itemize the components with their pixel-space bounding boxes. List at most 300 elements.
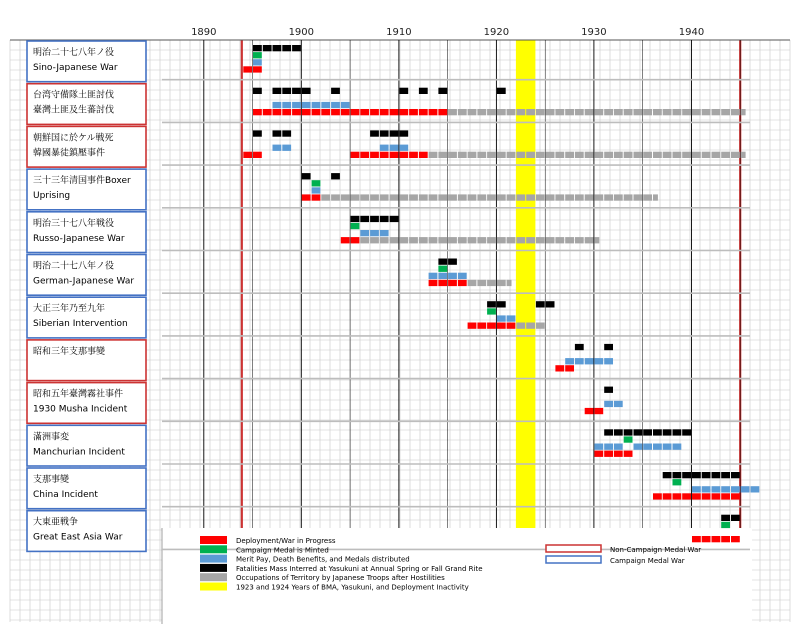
bar-occ <box>526 323 535 329</box>
bar-occ <box>429 194 438 200</box>
war-label-en: 1930 Musha Incident <box>33 404 128 415</box>
bar-mass <box>682 429 691 435</box>
bar-occ <box>526 152 535 158</box>
bar-mass <box>712 472 721 478</box>
bar-occ <box>604 152 613 158</box>
bar-deploy <box>721 493 730 499</box>
bar-medal <box>312 180 321 186</box>
bar-occ <box>487 109 496 115</box>
bar-mass <box>692 472 701 478</box>
bar-occ <box>468 109 477 115</box>
bar-occ <box>624 194 633 200</box>
war-label-en: Russo-Japanese War <box>33 233 125 244</box>
bar-mass <box>731 472 740 478</box>
bar-mass <box>604 429 613 435</box>
bar-occ <box>507 109 516 115</box>
bar-occ <box>321 194 330 200</box>
bar-deploy <box>302 109 311 115</box>
bar-occ <box>497 152 506 158</box>
bar-occ <box>575 194 584 200</box>
bar-pay <box>575 358 584 364</box>
bar-deploy <box>253 152 262 158</box>
bar-occ <box>575 109 584 115</box>
bar-occ <box>497 237 506 243</box>
war-label-en: China Incident <box>33 490 98 500</box>
bar-deploy <box>351 237 360 243</box>
bar-occ <box>594 152 603 158</box>
legend-swatch-occ <box>200 573 227 581</box>
bar-mass <box>604 387 613 393</box>
bar-occ <box>741 152 746 158</box>
bar-occ <box>614 109 623 115</box>
x-tick-label-1930: 1930 <box>581 27 607 38</box>
bar-occ <box>585 152 594 158</box>
bar-occ <box>429 152 438 158</box>
bar-mass <box>331 173 340 179</box>
bar-deploy <box>507 323 516 329</box>
bar-deploy <box>565 365 574 371</box>
bar-deploy <box>360 109 369 115</box>
bar-mass <box>360 216 369 222</box>
bar-occ <box>624 109 633 115</box>
war-label-jp: 台湾守備隊土匪討伐 <box>33 90 115 101</box>
bar-deploy <box>302 194 311 200</box>
bar-pay <box>604 401 613 407</box>
bar-deploy <box>370 109 379 115</box>
bar-pay <box>663 444 672 450</box>
legend-label-occ: Occupations of Territory by Japanese Troops after Hostilities <box>236 574 445 583</box>
bar-deploy <box>653 493 662 499</box>
bar-mass <box>390 130 399 136</box>
bar-occ <box>468 152 477 158</box>
bar-occ <box>526 109 535 115</box>
bar-occ <box>575 237 584 243</box>
bar-occ <box>555 152 564 158</box>
x-tick-label-1920: 1920 <box>483 27 510 38</box>
bar-mass <box>380 216 389 222</box>
bar-mass <box>497 88 506 94</box>
bar-mass <box>282 88 291 94</box>
bar-pay <box>429 273 438 279</box>
bar-pay <box>341 102 350 108</box>
bar-occ <box>546 237 555 243</box>
bar-deploy <box>419 109 428 115</box>
bar-mass <box>282 130 291 136</box>
bar-deploy <box>497 323 506 329</box>
bar-deploy <box>458 280 467 286</box>
bar-occ <box>507 280 512 286</box>
bar-mass <box>536 301 545 307</box>
bar-pay <box>673 444 682 450</box>
bar-occ <box>399 237 408 243</box>
bar-deploy <box>682 493 691 499</box>
war-label-jp: 明治三十七八年戦役 <box>33 218 115 229</box>
bar-mass <box>253 88 262 94</box>
bar-pay <box>282 102 291 108</box>
bar-pay <box>312 102 321 108</box>
x-tick-label-1940: 1940 <box>678 27 705 38</box>
bar-occ <box>536 323 545 329</box>
bar-occ <box>536 237 545 243</box>
bar-occ <box>477 152 486 158</box>
bar-deploy <box>312 194 321 200</box>
bar-deploy <box>673 493 682 499</box>
bar-occ <box>516 109 525 115</box>
bar-deploy <box>731 536 740 542</box>
bar-occ <box>526 237 535 243</box>
bar-pay <box>604 358 613 364</box>
bar-mass <box>448 259 457 265</box>
bar-occ <box>487 152 496 158</box>
bar-deploy <box>438 280 447 286</box>
bar-occ <box>546 194 555 200</box>
bar-occ <box>468 194 477 200</box>
bar-pay <box>614 401 623 407</box>
bar-occ <box>429 237 438 243</box>
bar-mass <box>624 429 633 435</box>
bar-occ <box>594 109 603 115</box>
bar-occ <box>653 152 662 158</box>
bar-deploy <box>273 109 282 115</box>
bar-occ <box>634 152 643 158</box>
bar-pay <box>331 102 340 108</box>
bar-pay <box>507 315 516 321</box>
bar-occ <box>370 237 379 243</box>
bar-deploy <box>712 536 721 542</box>
bar-deploy <box>721 536 730 542</box>
bar-pay <box>282 145 291 151</box>
bar-pay <box>380 145 389 151</box>
bar-deploy <box>594 451 603 457</box>
bar-pay <box>604 444 613 450</box>
bar-occ <box>565 237 574 243</box>
war-label-jp: 大東亜戦争 <box>33 517 79 528</box>
bar-mass <box>380 130 389 136</box>
war-label-en: German-Japanese War <box>33 276 135 287</box>
bar-occ <box>731 109 740 115</box>
legend-swatch-medal <box>200 545 227 553</box>
bar-deploy <box>399 109 408 115</box>
bar-deploy <box>702 493 711 499</box>
bar-pay <box>634 444 643 450</box>
bar-occ <box>673 152 682 158</box>
war-label-jp: 大正三年乃至九年 <box>33 304 106 315</box>
bar-occ <box>438 237 447 243</box>
x-tick-label-1900: 1900 <box>288 27 315 38</box>
bar-pay <box>741 486 750 492</box>
bar-occ <box>360 237 369 243</box>
bar-occ <box>507 194 516 200</box>
bar-mass <box>663 429 672 435</box>
bar-mass <box>634 429 643 435</box>
bar-pay <box>594 444 603 450</box>
bar-occ <box>594 194 603 200</box>
bar-mass <box>497 301 506 307</box>
bar-pay <box>292 102 301 108</box>
bar-occ <box>419 194 428 200</box>
bar-mass <box>331 88 340 94</box>
war-label-en: Great East Asia War <box>33 532 123 543</box>
bar-pay <box>448 273 457 279</box>
bar-deploy <box>585 408 594 414</box>
bar-deploy <box>702 536 711 542</box>
bar-deploy <box>243 152 252 158</box>
bar-occ <box>477 109 486 115</box>
bar-deploy <box>614 451 623 457</box>
bar-pay <box>751 486 760 492</box>
war-label-en: 韓國暴徒鎮壓事件 <box>33 148 106 159</box>
bar-deploy <box>243 66 252 72</box>
bar-occ <box>663 152 672 158</box>
bar-occ <box>536 109 545 115</box>
bar-medal <box>487 308 496 314</box>
bar-occ <box>380 237 389 243</box>
bar-mass <box>438 259 447 265</box>
bar-occ <box>663 109 672 115</box>
bar-occ <box>458 237 467 243</box>
bar-occ <box>536 194 545 200</box>
bar-occ <box>692 109 701 115</box>
bar-occ <box>536 152 545 158</box>
bar-occ <box>351 194 360 200</box>
bar-occ <box>565 109 574 115</box>
bar-occ <box>477 280 486 286</box>
bar-deploy <box>370 152 379 158</box>
bar-occ <box>555 237 564 243</box>
bar-mass <box>273 130 282 136</box>
bar-deploy <box>692 536 701 542</box>
bar-occ <box>741 109 746 115</box>
bar-mass <box>673 429 682 435</box>
bar-occ <box>516 237 525 243</box>
bar-occ <box>487 280 496 286</box>
war-label-en: 臺灣土匪及生蕃討伐 <box>33 105 115 116</box>
bar-pay <box>312 187 321 193</box>
bar-occ <box>497 109 506 115</box>
bar-pay <box>614 444 623 450</box>
legend-box-label: Campaign Medal War <box>610 557 685 565</box>
bar-pay <box>712 486 721 492</box>
bar-mass <box>604 344 613 350</box>
bar-pay <box>360 230 369 236</box>
bar-occ <box>546 109 555 115</box>
legend-label-pay: Merit Pay, Death Benefits, and Medals distributed <box>236 555 410 564</box>
bar-mass <box>721 472 730 478</box>
bar-deploy <box>594 408 603 414</box>
war-label-jp: 明治二十七八年ノ役 <box>33 48 115 58</box>
bar-deploy <box>321 109 330 115</box>
bar-occ <box>653 194 658 200</box>
bar-pay <box>321 102 330 108</box>
bar-pay <box>273 145 282 151</box>
bar-mass <box>438 88 447 94</box>
bar-occ <box>438 194 447 200</box>
bar-mass <box>282 45 291 51</box>
bar-mass <box>575 344 584 350</box>
legend-swatch-mass <box>200 564 227 572</box>
bar-occ <box>575 152 584 158</box>
bar-deploy <box>380 109 389 115</box>
bar-occ <box>565 194 574 200</box>
bar-deploy <box>390 152 399 158</box>
bar-deploy <box>409 152 418 158</box>
bar-medal <box>624 436 633 442</box>
bar-mass <box>263 45 272 51</box>
bar-medal <box>438 266 447 272</box>
war-label-jp: 昭和五年臺灣霧社事件 <box>33 389 124 400</box>
bar-pay <box>594 358 603 364</box>
bar-mass <box>351 216 360 222</box>
war-label-jp: 明治二十七八年ノ役 <box>33 261 115 272</box>
bar-occ <box>731 152 740 158</box>
legend-swatch-deploy <box>200 536 227 544</box>
bar-deploy <box>731 493 740 499</box>
bar-occ <box>468 237 477 243</box>
war-label-jp: 支那事變 <box>33 475 70 485</box>
bar-pay <box>390 145 399 151</box>
bar-mass <box>399 130 408 136</box>
bar-occ <box>458 152 467 158</box>
bar-deploy <box>419 152 428 158</box>
bar-deploy <box>360 152 369 158</box>
legend-label-band: 1923 and 1924 Years of BMA, Yasukuni, and Deployment Inactivity <box>236 583 469 592</box>
bar-occ <box>409 237 418 243</box>
bar-occ <box>360 194 369 200</box>
bar-deploy <box>429 280 438 286</box>
war-label-en: Manchurian Incident <box>33 447 125 458</box>
bar-occ <box>497 194 506 200</box>
bar-mass <box>419 88 428 94</box>
bar-occ <box>604 194 613 200</box>
war-label-jp: 三十三年清国事件Boxer <box>33 176 131 187</box>
bar-occ <box>507 152 516 158</box>
bar-mass <box>370 130 379 136</box>
legend-label-mass: Fatalities Mass Interred at Yasukuni at Annual Spring or Fall Grand Rite <box>236 564 483 573</box>
bar-occ <box>341 194 350 200</box>
bar-deploy <box>468 323 477 329</box>
bar-mass <box>721 515 730 521</box>
bar-mass <box>487 301 496 307</box>
bar-deploy <box>399 152 408 158</box>
bar-deploy <box>312 109 321 115</box>
bar-occ <box>585 237 594 243</box>
bar-occ <box>331 194 340 200</box>
bar-mass <box>253 130 262 136</box>
legend-swatch-band <box>200 583 227 591</box>
bar-medal <box>673 479 682 485</box>
bar-occ <box>458 194 467 200</box>
bar-mass <box>273 88 282 94</box>
war-label-en: Siberian Intervention <box>33 319 128 330</box>
legend-swatch-pay <box>200 555 227 563</box>
bar-mass <box>292 45 301 51</box>
bar-occ <box>448 152 457 158</box>
bar-deploy <box>351 109 360 115</box>
bar-mass <box>702 472 711 478</box>
bar-pay <box>458 273 467 279</box>
bar-occ <box>419 237 428 243</box>
bar-occ <box>712 109 721 115</box>
bar-pay <box>643 444 652 450</box>
bar-medal <box>253 52 262 58</box>
bar-occ <box>370 194 379 200</box>
bar-pay <box>565 358 574 364</box>
bar-occ <box>555 194 564 200</box>
bar-deploy <box>282 109 291 115</box>
bar-mass <box>302 88 311 94</box>
bar-occ <box>585 109 594 115</box>
bar-occ <box>634 109 643 115</box>
bar-mass <box>253 45 262 51</box>
war-label-en: Sino-Japanese War <box>33 63 118 73</box>
bar-deploy <box>663 493 672 499</box>
legend-label-medal: Campaign Medal is Minted <box>236 546 329 555</box>
bar-pay <box>497 315 506 321</box>
legend-box-swatch <box>546 556 601 563</box>
bar-occ <box>468 280 477 286</box>
bar-pay <box>438 273 447 279</box>
bar-mass <box>390 216 399 222</box>
bar-deploy <box>351 152 360 158</box>
bar-occ <box>634 194 643 200</box>
bar-pay <box>585 358 594 364</box>
bar-deploy <box>624 451 633 457</box>
bar-occ <box>712 152 721 158</box>
bar-pay <box>702 486 711 492</box>
bar-deploy <box>263 109 272 115</box>
bar-occ <box>653 109 662 115</box>
bar-medal <box>721 522 730 528</box>
bar-mass <box>399 88 408 94</box>
bar-occ <box>507 237 516 243</box>
bar-mass <box>673 472 682 478</box>
bar-occ <box>643 152 652 158</box>
bar-occ <box>399 194 408 200</box>
bar-occ <box>643 109 652 115</box>
bar-occ <box>390 237 399 243</box>
bar-deploy <box>409 109 418 115</box>
bar-mass <box>663 472 672 478</box>
bar-occ <box>721 109 730 115</box>
bar-mass <box>302 173 311 179</box>
bar-pay <box>399 145 408 151</box>
bar-mass <box>643 429 652 435</box>
bar-pay <box>273 102 282 108</box>
bar-occ <box>438 152 447 158</box>
bar-occ <box>614 194 623 200</box>
bar-occ <box>721 152 730 158</box>
bar-occ <box>624 152 633 158</box>
war-label-jp: 昭和三年支那事變 <box>33 346 106 357</box>
bar-occ <box>477 194 486 200</box>
bar-deploy <box>253 109 262 115</box>
bar-deploy <box>712 493 721 499</box>
bar-occ <box>458 109 467 115</box>
bar-mass <box>370 216 379 222</box>
bar-deploy <box>390 109 399 115</box>
bar-pay <box>380 230 389 236</box>
bar-deploy <box>448 280 457 286</box>
bar-occ <box>516 152 525 158</box>
bar-medal <box>351 223 360 229</box>
bar-occ <box>692 152 701 158</box>
bar-occ <box>380 194 389 200</box>
bar-occ <box>477 237 486 243</box>
bar-occ <box>673 109 682 115</box>
bar-deploy <box>253 66 262 72</box>
bar-occ <box>497 280 506 286</box>
bar-deploy <box>380 152 389 158</box>
